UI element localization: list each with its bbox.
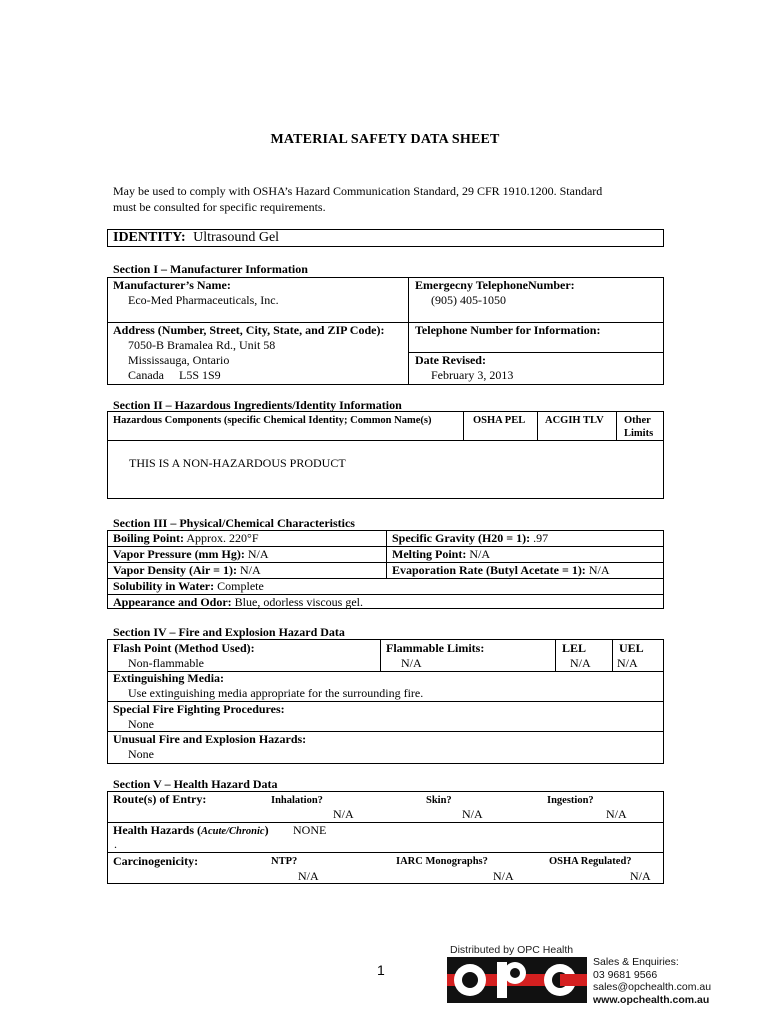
melting-point-value: N/A xyxy=(469,547,490,561)
intro-text-line1: May be used to comply with OSHA’s Hazard Communication Standard, 29 CFR 1910.1200. Standard xyxy=(113,184,603,198)
appearance-label: Appearance and Odor: xyxy=(113,595,232,609)
address-line3: Canada L5S 1S9 xyxy=(128,368,221,382)
iarc-label: IARC Monographs? xyxy=(396,856,488,867)
non-hazardous-statement: THIS IS A NON-HAZARDOUS PRODUCT xyxy=(129,456,346,470)
section5-heading: Section V – Health Hazard Data xyxy=(113,777,278,791)
appearance-value: Blue, odorless viscous gel. xyxy=(234,595,363,609)
identity-label: IDENTITY: xyxy=(113,230,186,245)
specific-gravity-label: Specific Gravity (H20 = 1): xyxy=(392,531,531,545)
appearance-row xyxy=(113,595,363,610)
solubility-label: Solubility in Water: xyxy=(113,579,215,593)
address-line1: 7050-B Bramalea Rd., Unit 58 xyxy=(128,338,276,352)
sales-label: Sales & Enquiries: xyxy=(593,956,679,968)
document-title: MATERIAL SAFETY DATA SHEET xyxy=(270,132,500,147)
ingestion-label: Ingestion? xyxy=(547,795,594,806)
intro-text-line2: must be consulted for specific requirements. xyxy=(113,200,326,214)
solubility-value: Complete xyxy=(217,579,264,593)
fire-procedures-value: None xyxy=(128,717,154,731)
health-hazards-dot: . xyxy=(114,837,117,851)
osha-regulated-label: OSHA Regulated? xyxy=(549,856,632,867)
date-revised-label: Date Revised: xyxy=(415,353,486,367)
routes-of-entry-label: Route(s) of Entry: xyxy=(113,792,207,806)
vapor-density-value: N/A xyxy=(239,563,261,577)
logo-text xyxy=(587,957,588,958)
boiling-point-row xyxy=(113,531,259,546)
specific-gravity-row xyxy=(392,531,548,546)
health-hazards-label: Health Hazards (Acute/Chronic) xyxy=(113,823,269,837)
emergency-phone-label: Emergecny TelephoneNumber: xyxy=(415,278,575,292)
hazardous-components-header: Hazardous Components (specific Chemical Identity; Common Name(s) xyxy=(113,415,432,426)
section2-heading: Section II – Hazardous Ingredients/Identity Information xyxy=(113,398,402,412)
contact-website[interactable]: www.opchealth.com.au xyxy=(593,993,710,1006)
vapor-density-row xyxy=(113,563,261,578)
acgih-tlv-header: ACGIH TLV xyxy=(545,415,604,426)
lel-value: N/A xyxy=(570,656,591,670)
melting-point-row xyxy=(392,547,490,562)
uel-value: N/A xyxy=(617,656,638,670)
lel-label: LEL xyxy=(562,641,587,655)
contact-email[interactable]: sales@opchealth.com.au xyxy=(593,981,712,993)
osha-pel-header: OSHA PEL xyxy=(473,415,526,426)
emergency-phone-value: (905) 405-1050 xyxy=(431,293,506,307)
osha-regulated-value: N/A xyxy=(630,869,651,883)
boiling-point-label: Boiling Point: xyxy=(113,531,185,545)
flammable-limits-label: Flammable Limits: xyxy=(386,641,485,655)
evaporation-rate-value: N/A xyxy=(588,563,610,577)
melting-point-label: Melting Point: xyxy=(392,547,467,561)
other-limits-header-1: Other xyxy=(624,415,651,426)
distributed-by-text: Distributed by OPC Health xyxy=(450,944,574,956)
address-line2: Mississauga, Ontario xyxy=(128,353,230,367)
vapor-density-label: Vapor Density (Air = 1): xyxy=(113,563,237,577)
address-label: Address (Number, Street, City, State, and ZIP Code): xyxy=(113,323,385,337)
flammable-limits-value: N/A xyxy=(401,656,422,670)
boiling-point-value: Approx. 220°F xyxy=(186,531,259,545)
skin-value: N/A xyxy=(462,807,483,821)
flash-point-value: Non-flammable xyxy=(128,656,204,670)
inhalation-label: Inhalation? xyxy=(271,795,323,806)
vapor-pressure-value: N/A xyxy=(247,547,269,561)
vapor-pressure-label: Vapor Pressure (mm Hg): xyxy=(113,547,245,561)
flash-point-label: Flash Point (Method Used): xyxy=(113,641,255,655)
extinguishing-media-label: Extinguishing Media: xyxy=(113,671,225,685)
opc-logo-icon xyxy=(447,957,587,1003)
vapor-pressure-row xyxy=(113,547,269,562)
fire-procedures-label: Special Fire Fighting Procedures: xyxy=(113,702,285,716)
iarc-value: N/A xyxy=(493,869,514,883)
unusual-hazards-value: None xyxy=(128,747,154,761)
contact-block xyxy=(593,956,711,1006)
section1-heading: Section I – Manufacturer Information xyxy=(113,262,308,276)
solubility-row xyxy=(113,579,264,594)
date-revised-value: February 3, 2013 xyxy=(431,368,514,382)
contact-phone: 03 9681 9566 xyxy=(593,968,658,981)
identity-value: Ultrasound Gel xyxy=(193,230,280,245)
page-number: 1 xyxy=(377,962,385,978)
manufacturer-label: Manufacturer’s Name: xyxy=(113,278,231,292)
manufacturer-value: Eco-Med Pharmaceuticals, Inc. xyxy=(128,293,279,307)
evaporation-rate-label: Evaporation Rate (Butyl Acetate = 1): xyxy=(392,563,586,577)
inhalation-value: N/A xyxy=(333,807,354,821)
uel-label: UEL xyxy=(619,641,644,655)
ingestion-value: N/A xyxy=(606,807,627,821)
ntp-label: NTP? xyxy=(271,856,298,867)
extinguishing-media-value: Use extinguishing media appropriate for the surrounding fire. xyxy=(128,686,424,700)
info-phone-label: Telephone Number for Information: xyxy=(415,323,601,337)
ntp-value: N/A xyxy=(298,869,319,883)
section3-heading: Section III – Physical/Chemical Characteristics xyxy=(113,516,355,530)
health-hazards-value: NONE xyxy=(293,823,327,837)
evaporation-rate-row xyxy=(392,563,609,578)
specific-gravity-value: .97 xyxy=(533,531,549,545)
unusual-hazards-label: Unusual Fire and Explosion Hazards: xyxy=(113,732,307,746)
skin-label: Skin? xyxy=(426,795,452,806)
carcinogenicity-label: Carcinogenicity: xyxy=(113,854,199,868)
opc-health-logo xyxy=(447,957,587,1003)
identity-row xyxy=(113,230,279,246)
other-limits-header-2: Limits xyxy=(624,428,654,439)
section4-heading: Section IV – Fire and Explosion Hazard Data xyxy=(113,625,345,639)
